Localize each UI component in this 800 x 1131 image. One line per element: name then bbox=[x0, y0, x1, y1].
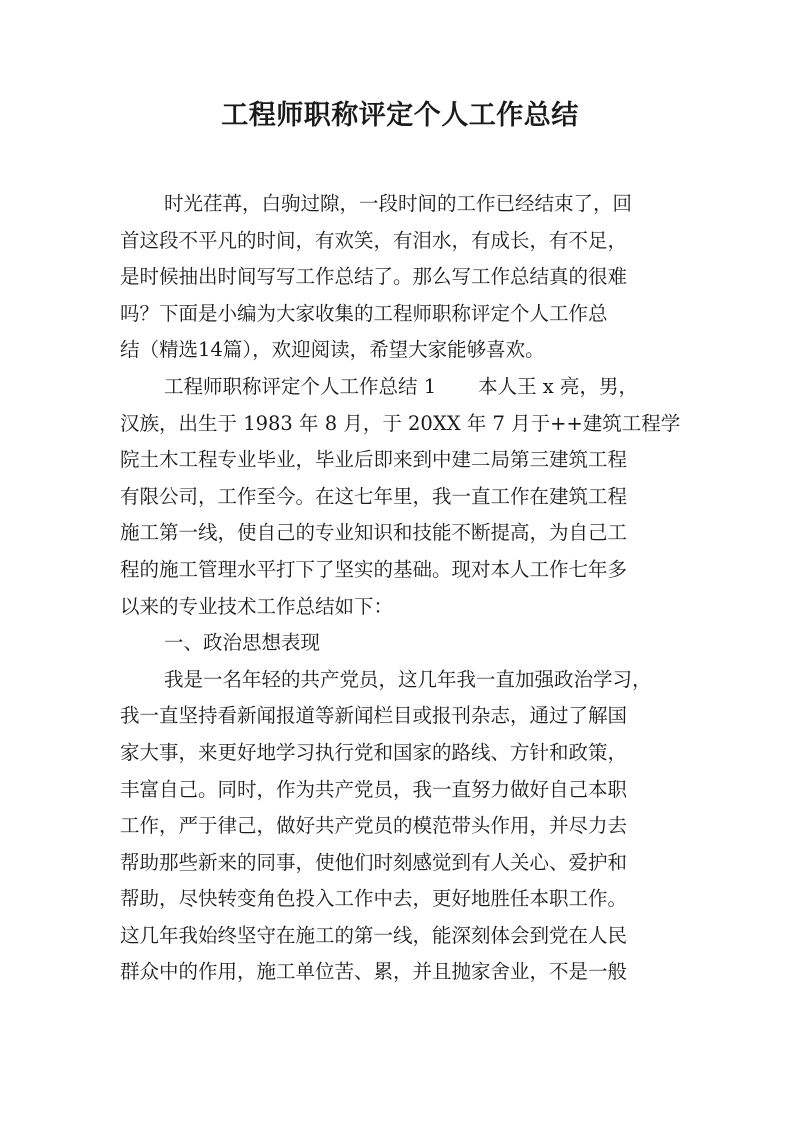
document-body bbox=[120, 186, 685, 991]
text-line: 汉族，出生于 1983 年 8 月，于 20XX 年 7 月于++建筑工程学 bbox=[120, 411, 681, 435]
section-heading-1: 工程师职称评定个人工作总结 1 bbox=[164, 374, 437, 398]
text-line: 有限公司，工作至今。在这七年里，我一直工作在建筑工程 bbox=[120, 484, 628, 508]
text-line: 施工第一线，使自己的专业知识和技能不断提高，为自己工 bbox=[120, 521, 628, 545]
text-line: 我一直坚持看新闻报道等新闻栏目或报刊杂志，通过了解国 bbox=[120, 704, 628, 728]
text-line: 时光荏苒，白驹过隙，一段时间的工作已经结束了，回 bbox=[164, 192, 633, 215]
text-line: 帮助那些新来的同事，使他们时刻感觉到有人关心、爱护和 bbox=[120, 850, 628, 874]
section-heading: 一、政治思想表现 bbox=[164, 631, 321, 655]
text-line: 院土木工程专业毕业，毕业后即来到中建二局第三建筑工程 bbox=[120, 448, 628, 472]
text-line: 家大事，来更好地学习执行党和国家的路线、方针和政策， bbox=[120, 740, 628, 764]
text-line: 我是一名年轻的共产党员，这几年我一直加强政治学习， bbox=[164, 667, 652, 691]
text-line: 首这段不平凡的时间，有欢笑，有泪水，有成长，有不足， bbox=[120, 228, 628, 252]
text-line: 工作，严于律己，做好共产党员的模范带头作用，并尽力去 bbox=[120, 814, 628, 838]
text-line: 帮助，尽快转变角色投入工作中去，更好地胜任本职工作。 bbox=[120, 887, 628, 911]
document-title: 工程师职称评定个人工作总结 bbox=[221, 100, 579, 131]
text-line: 程的施工管理水平打下了坚实的基础。现对本人工作七年多 bbox=[120, 557, 628, 581]
text-line: 以来的专业技术工作总结如下： bbox=[120, 594, 394, 618]
text-line: 丰富自己。同时，作为共产党员，我一直努力做好自己本职 bbox=[120, 777, 628, 801]
text-line: 吗？下面是小编为大家收集的工程师职称评定个人工作总 bbox=[120, 301, 608, 325]
text-fragment: 本人王 x 亮，男， bbox=[478, 374, 639, 398]
text-line: 是时候抽出时间写写工作总结了。那么写工作总结真的很难 bbox=[120, 265, 628, 289]
text-line: 群众中的作用，施工单位苦、累，并且抛家舍业，不是一般 bbox=[120, 960, 628, 984]
text-line: 结（精选14篇），欢迎阅读，希望大家能够喜欢。 bbox=[120, 338, 545, 362]
text-line: 这几年我始终坚守在施工的第一线，能深刻体会到党在人民 bbox=[120, 923, 628, 947]
text-line bbox=[120, 369, 685, 406]
